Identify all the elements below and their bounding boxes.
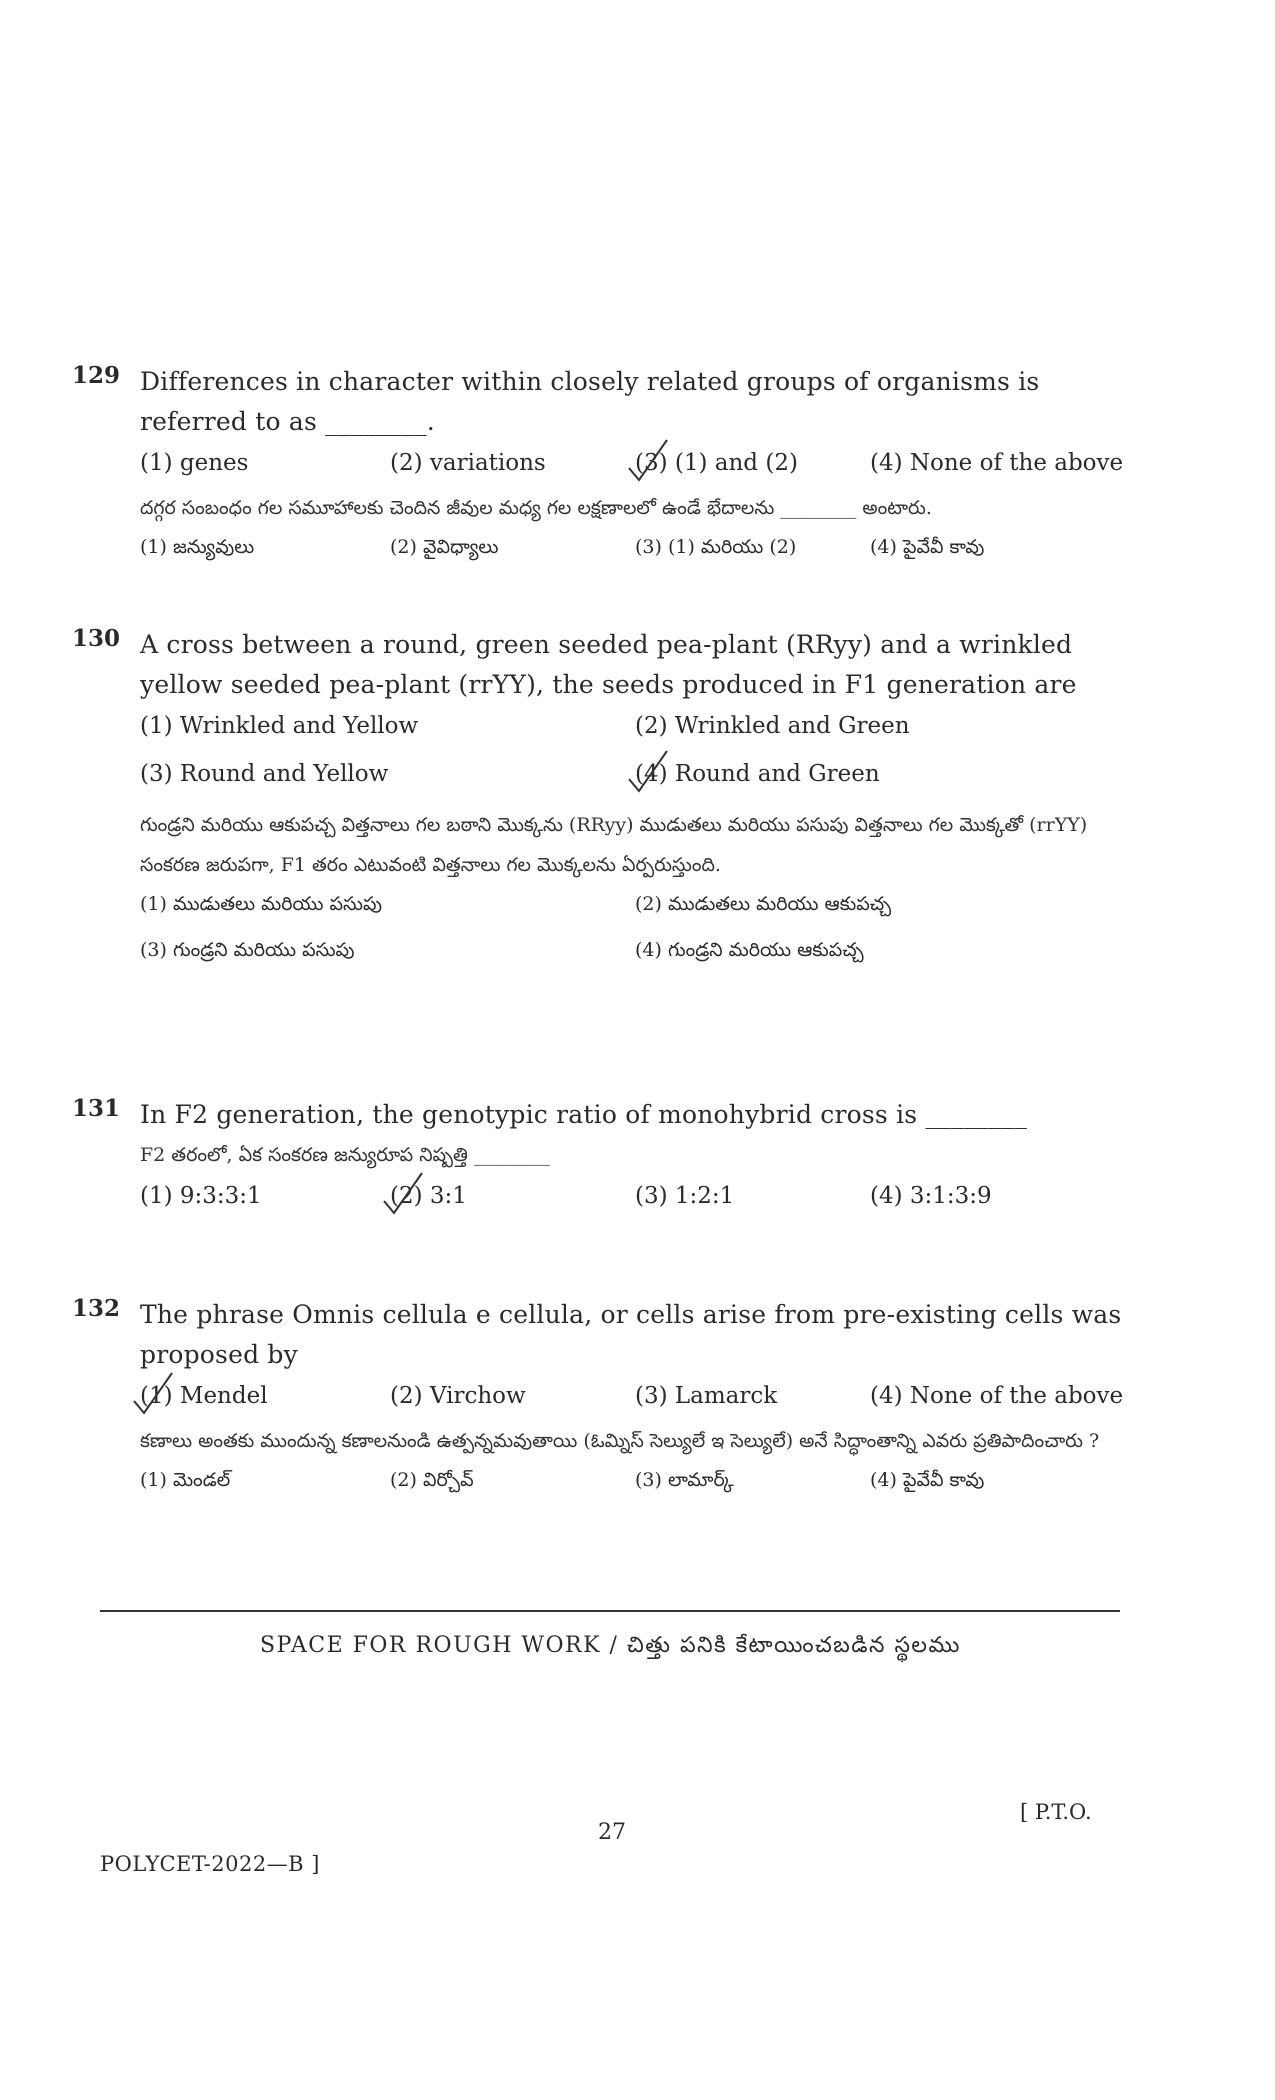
option-4-label: (4) Round and Green xyxy=(635,761,880,787)
option-2-label: (2) 3:1 xyxy=(390,1183,467,1209)
question-text: A cross between a round, green seeded pea-plant (RRyy) and a wrinkled yellow seeded pea-plant (rrYY), the seeds produced in F1 generation are xyxy=(140,630,1077,699)
telugu-option-1: (1) ముడుతలు మరియు పసుపు xyxy=(140,893,382,915)
option-3[interactable]: (3) Round and Yellow xyxy=(140,761,389,787)
option-2[interactable] xyxy=(390,1183,467,1209)
options-row xyxy=(140,442,1122,488)
option-1[interactable]: (1) 9:3:3:1 xyxy=(140,1183,262,1209)
question-number: 129 xyxy=(72,362,121,389)
pto-label: [ P.T.O. xyxy=(1020,1800,1092,1824)
option-3[interactable]: (3) Lamarck xyxy=(635,1383,778,1409)
question-number: 132 xyxy=(72,1295,121,1322)
telugu-question-text: దగ్గర సంబంధం గల సమూహాలకు చెందిన జీవుల మధ్య గల లక్షణాలలో ఉండే భేదాలను ________ అంటారు. xyxy=(140,497,932,519)
option-4[interactable]: (4) None of the above xyxy=(870,450,1124,476)
option-1-label: (1) Mendel xyxy=(140,1383,268,1409)
options-row xyxy=(140,1175,1122,1221)
option-4[interactable]: (4) None of the above xyxy=(870,1383,1124,1409)
telugu-options-row xyxy=(140,528,1122,574)
question-132 xyxy=(72,1295,1122,1507)
question-text: The phrase Omnis cellula e cellula, or cells arise from pre-existing cells was proposed by xyxy=(140,1300,1122,1369)
telugu-option-3: (3) లామార్క్ xyxy=(635,1469,734,1491)
rough-work-divider xyxy=(100,1610,1120,1612)
question-text: Differences in character within closely related groups of organisms is referred to as ________. xyxy=(140,367,1040,436)
question-130 xyxy=(72,625,1122,977)
footer-code: POLYCET-2022—B ] xyxy=(100,1852,320,1876)
telugu-option-3: (3) (1) మరియు (2) xyxy=(635,536,797,558)
telugu-option-2: (2) విర్చోవ్ xyxy=(390,1469,474,1491)
option-1[interactable]: (1) Wrinkled and Yellow xyxy=(140,713,419,739)
rough-work-label: SPACE FOR ROUGH WORK / చిత్తు పనికి కేటాయించబడిన స్థలము xyxy=(260,1633,961,1658)
telugu-option-4: (4) పైవేవీ కావు xyxy=(870,1469,985,1491)
options-row-1 xyxy=(140,705,1122,753)
telugu-question-text: కణాలు అంతకు ముందున్న కణాలనుండి ఉత్పన్నమవుతాయి (ఓమ్నిస్ సెల్యులే ఇ సెల్యులే) అనే సిద్ధాంతాన్ని ఎవరు ప్రతిపాదించారు ? xyxy=(140,1430,1100,1452)
question-129 xyxy=(72,362,1122,574)
telugu-option-4: (4) గుండ్రని మరియు ఆకుపచ్చ xyxy=(635,939,864,961)
option-3[interactable] xyxy=(635,450,798,476)
question-text: In F2 generation, the genotypic ratio of monohybrid cross is ________ xyxy=(140,1100,1028,1129)
option-4[interactable] xyxy=(635,761,880,787)
option-4[interactable]: (4) 3:1:3:9 xyxy=(870,1183,992,1209)
telugu-options-row xyxy=(140,1461,1122,1507)
option-1[interactable] xyxy=(140,1383,268,1409)
options-row-2 xyxy=(140,753,1122,805)
option-2[interactable]: (2) Virchow xyxy=(390,1383,526,1409)
options-row xyxy=(140,1375,1122,1421)
telugu-option-2: (2) ముడుతలు మరియు ఆకుపచ్చ xyxy=(635,893,892,915)
question-number: 130 xyxy=(72,625,121,652)
question-131 xyxy=(72,1095,1122,1221)
telugu-option-1: (1) జన్యువులు xyxy=(140,536,255,558)
telugu-option-1: (1) మెండల్ xyxy=(140,1469,231,1491)
question-number: 131 xyxy=(72,1095,121,1122)
telugu-options-row-1 xyxy=(140,885,1122,931)
pen-tick-mark xyxy=(627,749,669,793)
option-1[interactable]: (1) genes xyxy=(140,450,249,476)
telugu-option-4: (4) పైవేవీ కావు xyxy=(870,536,985,558)
pen-tick-mark xyxy=(382,1171,424,1215)
telugu-question-text: F2 తరంలో, ఏక సంకరణ జన్యురూప నిష్పత్తి ________ xyxy=(140,1144,550,1166)
option-3-label: (3) (1) and (2) xyxy=(635,450,798,476)
page-number: 27 xyxy=(598,1820,626,1845)
pen-tick-mark xyxy=(132,1371,174,1415)
option-3[interactable]: (3) 1:2:1 xyxy=(635,1183,735,1209)
telugu-option-3: (3) గుండ్రని మరియు పసుపు xyxy=(140,939,355,961)
pen-tick-mark xyxy=(627,438,669,482)
telugu-options-row-2 xyxy=(140,931,1122,977)
telugu-question-text: గుండ్రని మరియు ఆకుపచ్చ విత్తనాలు గల బఠాని మొక్కను (RRyy) ముడుతలు మరియు పసుపు విత్తనాలు గల మొక్కతో (rrYY) సంకరణ జరుపగా, F1 తరం ఎటువంటి విత్తనాలు గల మొక్కలను ఏర్పరుస్తుంది. xyxy=(140,814,1088,876)
option-2[interactable]: (2) Wrinkled and Green xyxy=(635,713,910,739)
telugu-option-2: (2) వైవిధ్యాలు xyxy=(390,536,499,558)
option-2[interactable]: (2) variations xyxy=(390,450,546,476)
